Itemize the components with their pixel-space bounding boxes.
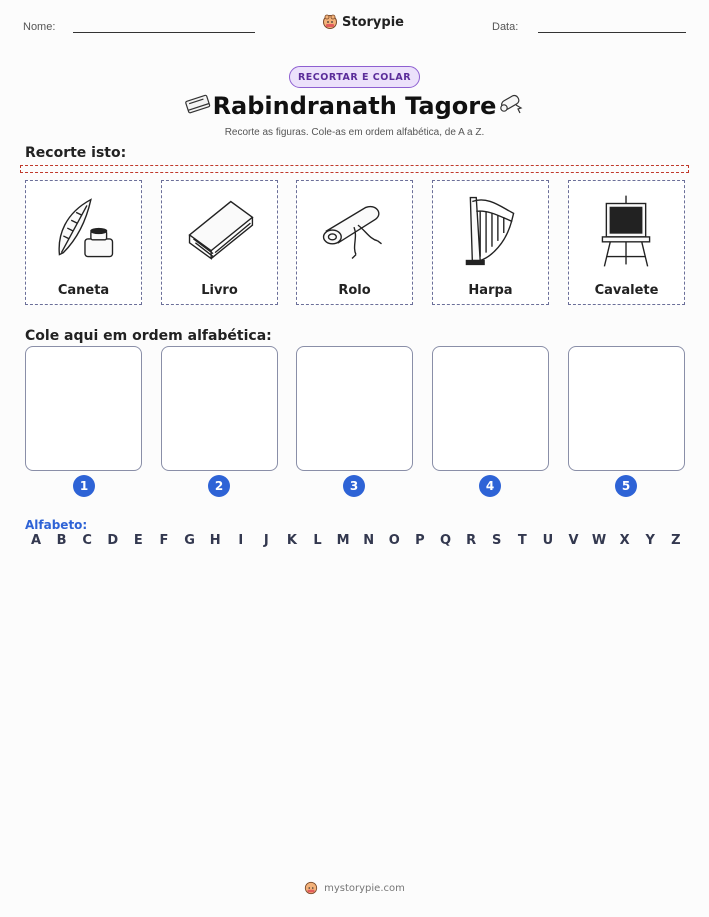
alphabet-letter: Z [671,533,681,548]
alphabet-letter: Y [645,533,655,548]
cut-card-caneta[interactable] [25,180,142,305]
storypie-mascot-icon [304,881,318,895]
date-line[interactable] [538,32,686,33]
instructions: Recorte as figuras. Cole-as em ordem alfabética, de A a Z. [224,127,485,138]
alphabet-letter: L [313,533,322,548]
alphabet-letter: C [82,533,92,548]
order-number-badge: 3 [343,475,365,497]
alphabet-letter: M [336,533,350,548]
name-label: Nome: [23,21,56,33]
alphabet-letter: Q [439,533,452,548]
scroll-icon [297,187,412,277]
alphabet-letter: D [107,533,119,548]
footer [0,881,709,895]
order-number-badge: 2 [208,475,230,497]
order-number-badge: 5 [615,475,637,497]
alphabet-letter: U [542,533,554,548]
alphabet-letter: E [133,533,143,548]
order-number-badge: 4 [479,475,501,497]
cut-card-label: Rolo [338,283,371,298]
cut-section-label: Recorte isto: [25,145,127,161]
alphabet-letter: N [363,533,375,548]
cut-card-livro[interactable] [161,180,278,305]
cut-card-label: Livro [201,283,238,298]
alphabet-letter: V [568,533,579,548]
order-number-badge: 1 [73,475,95,497]
cut-card-label: Cavalete [594,283,659,298]
easel-icon [569,187,684,277]
cut-card-rolo[interactable] [296,180,413,305]
paste-box-1[interactable] [25,346,142,471]
page-title: Rabindranath Tagore [212,92,497,120]
alphabet-letter: J [263,533,269,548]
alphabet-letter: I [238,533,244,548]
footer-url[interactable]: mystorypie.com [324,882,405,894]
brand-logo [322,14,404,30]
alphabet-letter: G [184,533,195,548]
cut-line [20,165,689,173]
cut-card-harpa[interactable] [432,180,549,305]
alphabet-letter: O [388,533,400,548]
paste-box-5[interactable] [568,346,685,471]
paste-box-3[interactable] [296,346,413,471]
harp-icon [433,187,548,277]
alphabet-letter: K [286,533,297,548]
name-line[interactable] [73,32,255,33]
paste-box-4[interactable] [432,346,549,471]
paste-box-2[interactable] [161,346,278,471]
brand-name: Storypie [342,14,404,30]
alphabet-row [26,533,686,548]
alphabet-letter: P [415,533,425,548]
alphabet-letter: R [466,533,477,548]
alphabet-letter: W [591,533,607,548]
storypie-mascot-icon [322,14,338,30]
alphabet-letter: H [209,533,221,548]
alphabet-letter: F [159,533,169,548]
book-icon [162,187,277,277]
cut-card-label: Caneta [57,283,110,298]
quill-inkwell-icon [26,187,141,277]
alphabet-label: Alfabeto: [25,518,88,532]
alphabet-letter: T [517,533,527,548]
activity-badge: RECORTAR E COLAR [289,66,420,88]
date-label: Data: [492,21,519,33]
paste-section-label: Cole aqui em ordem alfabética: [25,328,272,344]
alphabet-letter: A [30,533,42,548]
cut-card-cavalete[interactable] [568,180,685,305]
alphabet-letter: S [492,533,502,548]
cut-card-label: Harpa [468,283,513,298]
scroll-icon [497,92,527,118]
alphabet-letter: X [619,533,630,548]
alphabet-letter: B [56,533,67,548]
